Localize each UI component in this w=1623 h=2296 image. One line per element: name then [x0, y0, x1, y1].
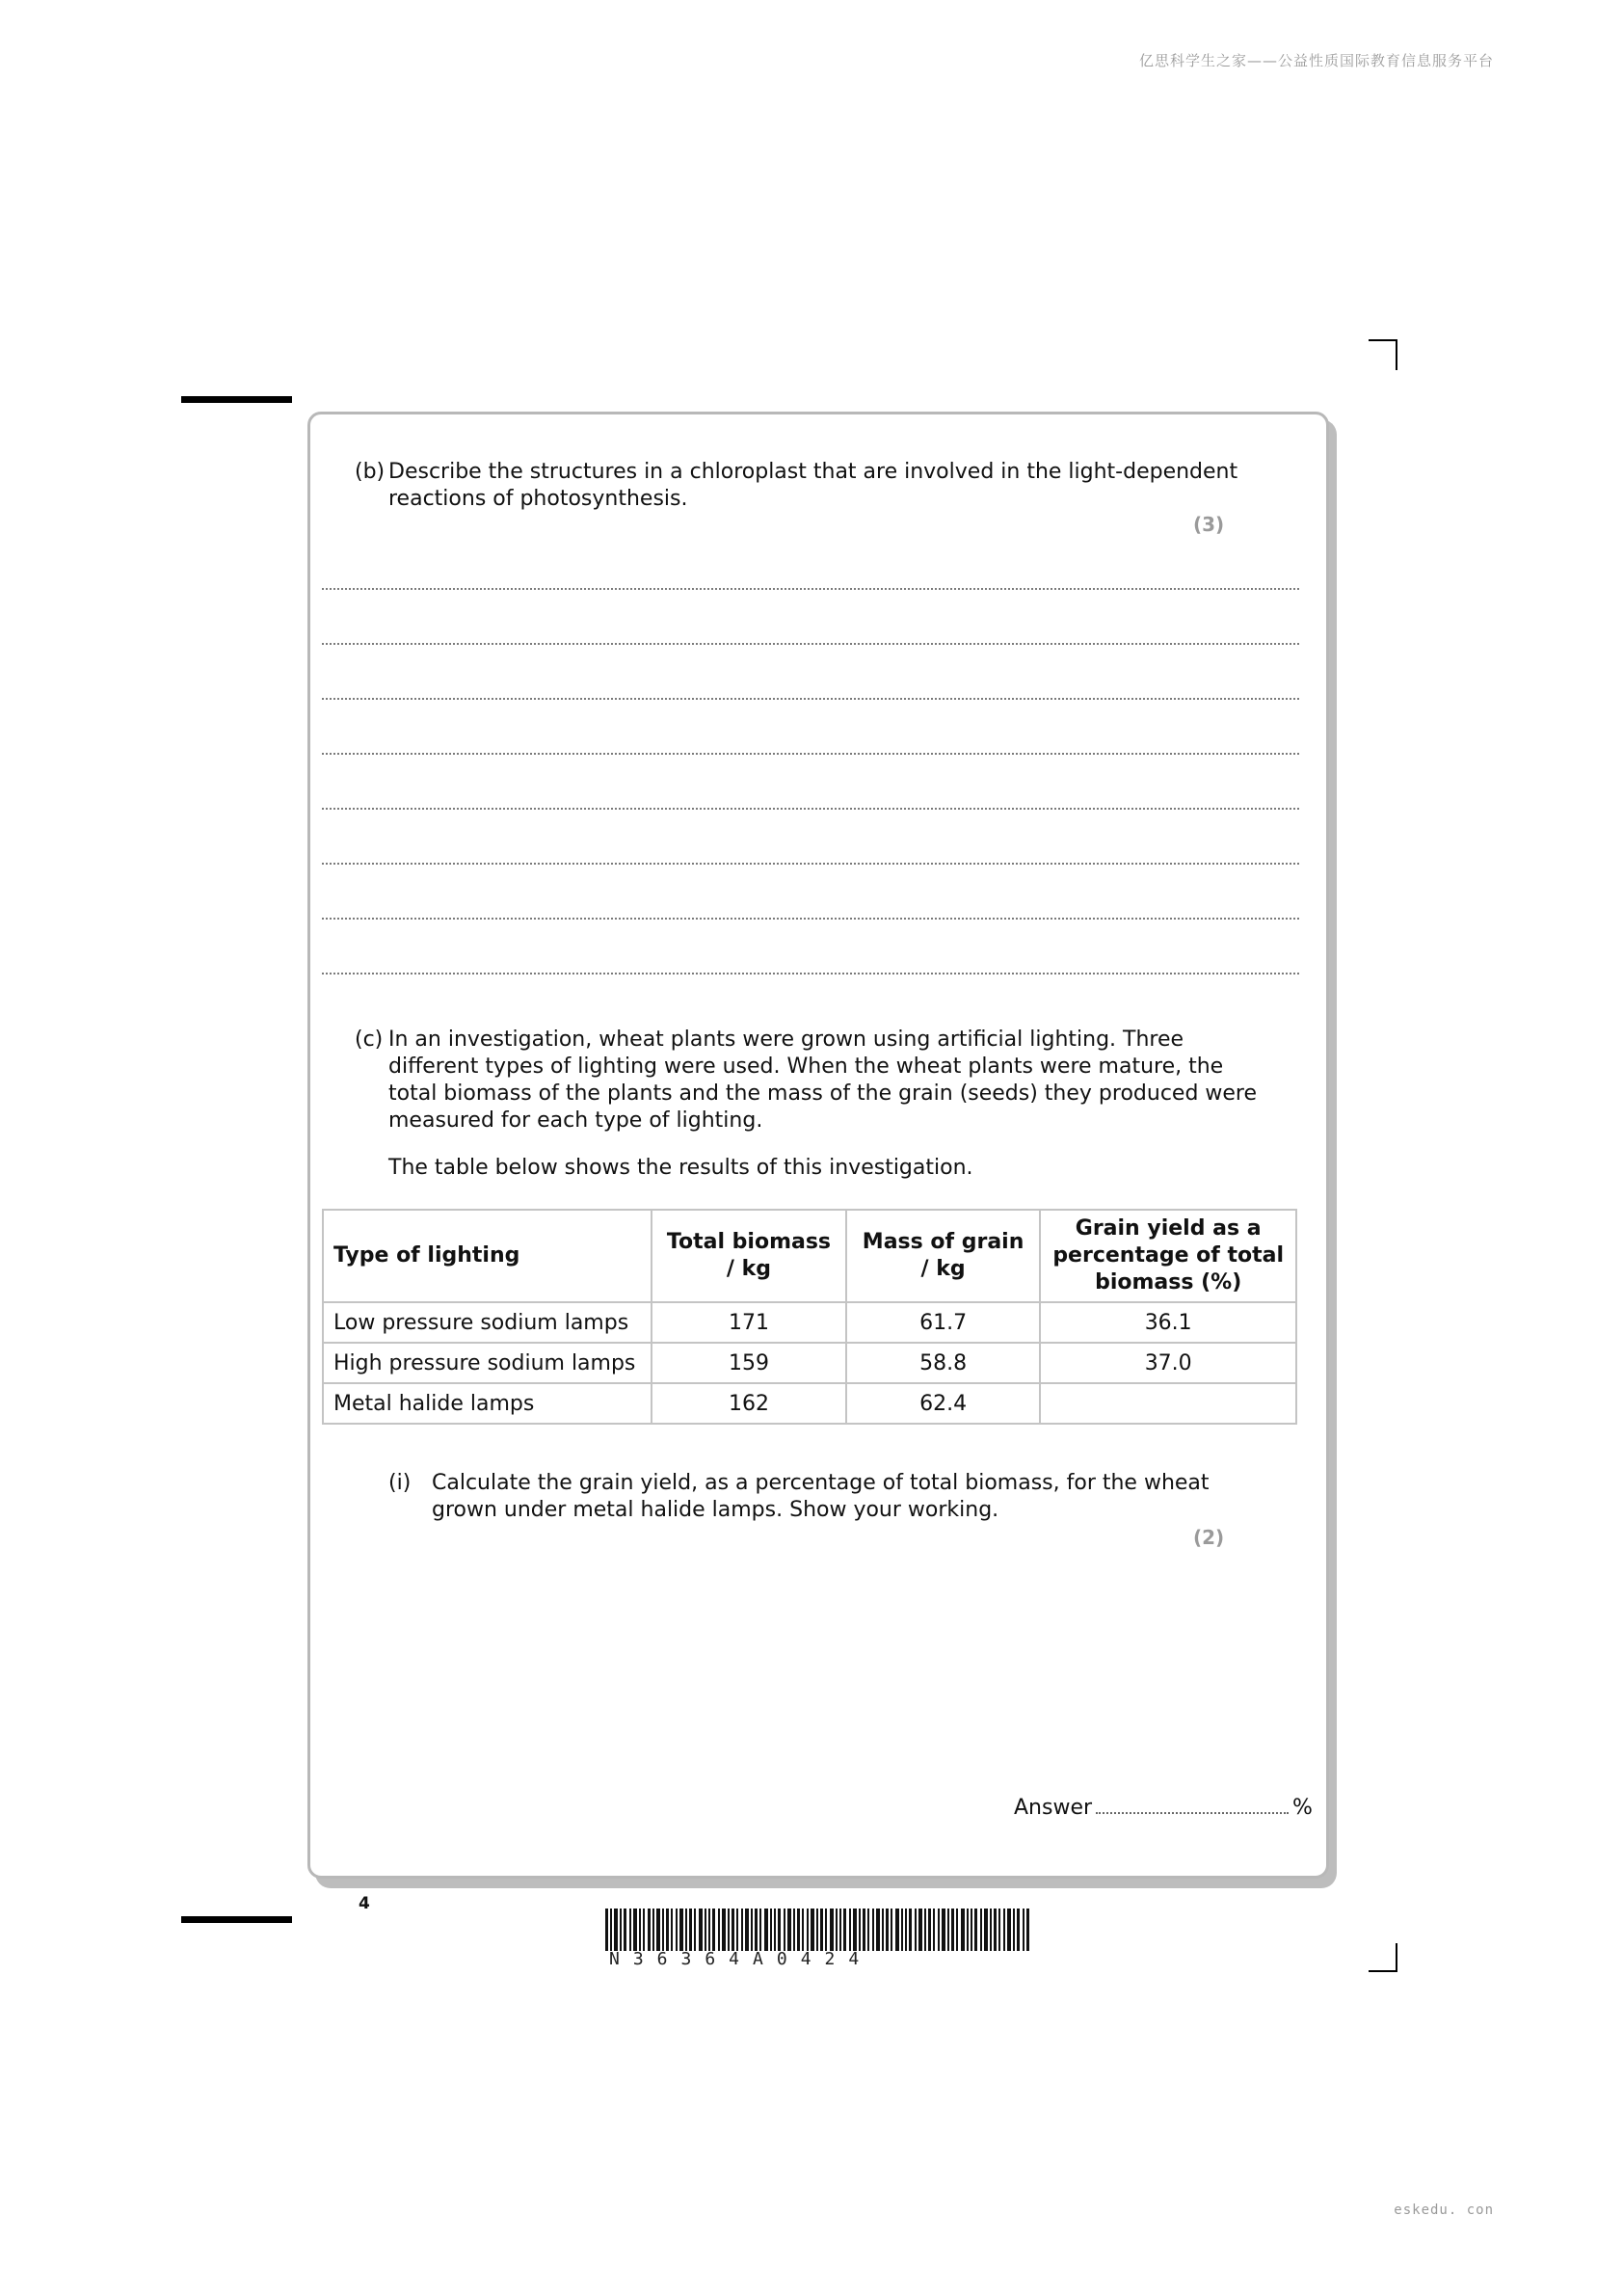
cell-total-biomass: 159 — [652, 1343, 846, 1383]
part-c-line-2: different types of lighting were used. When the wheat plants were mature, the — [388, 1055, 1224, 1079]
cell-lighting-type: Low pressure sodium lamps — [323, 1302, 652, 1343]
margin-bar-top — [181, 396, 292, 403]
part-c-i-label: (i) — [388, 1471, 412, 1495]
answer-row — [1014, 1796, 1313, 1820]
cell-grain-yield-blank[interactable] — [1040, 1383, 1296, 1424]
part-c-line-4: measured for each type of lighting. — [388, 1108, 763, 1133]
part-c-i-line-1: Calculate the grain yield, as a percentage of total biomass, for the wheat — [432, 1471, 1210, 1495]
table-header-row — [323, 1210, 1296, 1302]
margin-bar-bottom — [181, 1916, 292, 1923]
answer-line-7[interactable] — [322, 918, 1299, 920]
cell-lighting-type: High pressure sodium lamps — [323, 1343, 652, 1383]
page-number: 4 — [359, 1894, 370, 1913]
header-type-of-lighting: Type of lighting — [323, 1210, 652, 1302]
table-row — [323, 1302, 1296, 1343]
table-row — [323, 1343, 1296, 1383]
part-b-label: (b) — [355, 460, 386, 484]
table-intro: The table below shows the results of this investigation. — [388, 1156, 973, 1180]
answer-line-8[interactable] — [322, 973, 1299, 974]
results-table — [322, 1209, 1297, 1425]
part-c-line-3: total biomass of the plants and the mass of the grain (seeds) they produced were — [388, 1081, 1258, 1106]
crop-mark-bottom-vertical — [1396, 1943, 1397, 1972]
answer-line-1[interactable] — [322, 588, 1299, 590]
header-total-biomass: Total biomass / kg — [652, 1210, 846, 1302]
table-row — [323, 1383, 1296, 1424]
part-b-question-line-2: reactions of photosynthesis. — [388, 487, 688, 511]
cell-lighting-type: Metal halide lamps — [323, 1383, 652, 1424]
header-note: 亿思科学生之家——公益性质国际教育信息服务平台 — [1138, 52, 1494, 69]
cell-mass-of-grain: 61.7 — [846, 1302, 1041, 1343]
crop-mark-top-horizontal — [1369, 339, 1396, 341]
footer-note: eskedu. con — [1394, 2203, 1494, 2218]
cell-total-biomass: 162 — [652, 1383, 846, 1424]
crop-mark-top-vertical — [1396, 339, 1397, 370]
answer-line-3[interactable] — [322, 698, 1299, 700]
part-c-i-line-2: grown under metal halide lamps. Show your working. — [432, 1498, 999, 1522]
barcode-icon — [605, 1909, 1029, 1951]
crop-mark-bottom-horizontal — [1369, 1970, 1396, 1972]
answer-line-4[interactable] — [322, 753, 1299, 755]
answer-line-5[interactable] — [322, 808, 1299, 810]
part-b-marks: (3) — [1193, 513, 1225, 536]
answer-frame — [307, 412, 1329, 1879]
answer-unit: % — [1292, 1796, 1313, 1820]
cell-grain-yield: 36.1 — [1040, 1302, 1296, 1343]
answer-label: Answer — [1014, 1796, 1093, 1820]
part-b-question-line-1: Describe the structures in a chloroplast that are involved in the light-dependent — [388, 460, 1238, 484]
cell-mass-of-grain: 62.4 — [846, 1383, 1041, 1424]
part-c-i-marks: (2) — [1193, 1526, 1225, 1549]
cell-total-biomass: 171 — [652, 1302, 846, 1343]
part-c-line-1: In an investigation, wheat plants were grown using artificial lighting. Three — [388, 1028, 1184, 1052]
answer-line-6[interactable] — [322, 863, 1299, 865]
answer-line-2[interactable] — [322, 643, 1299, 645]
cell-mass-of-grain: 58.8 — [846, 1343, 1041, 1383]
answer-field[interactable] — [1096, 1812, 1289, 1814]
part-c-label: (c) — [355, 1028, 384, 1052]
header-grain-yield: Grain yield as a percentage of total biomass (%) — [1040, 1210, 1296, 1302]
cell-grain-yield: 37.0 — [1040, 1343, 1296, 1383]
header-mass-of-grain: Mass of grain / kg — [846, 1210, 1041, 1302]
barcode-text: N36364A0424 — [609, 1949, 873, 1969]
